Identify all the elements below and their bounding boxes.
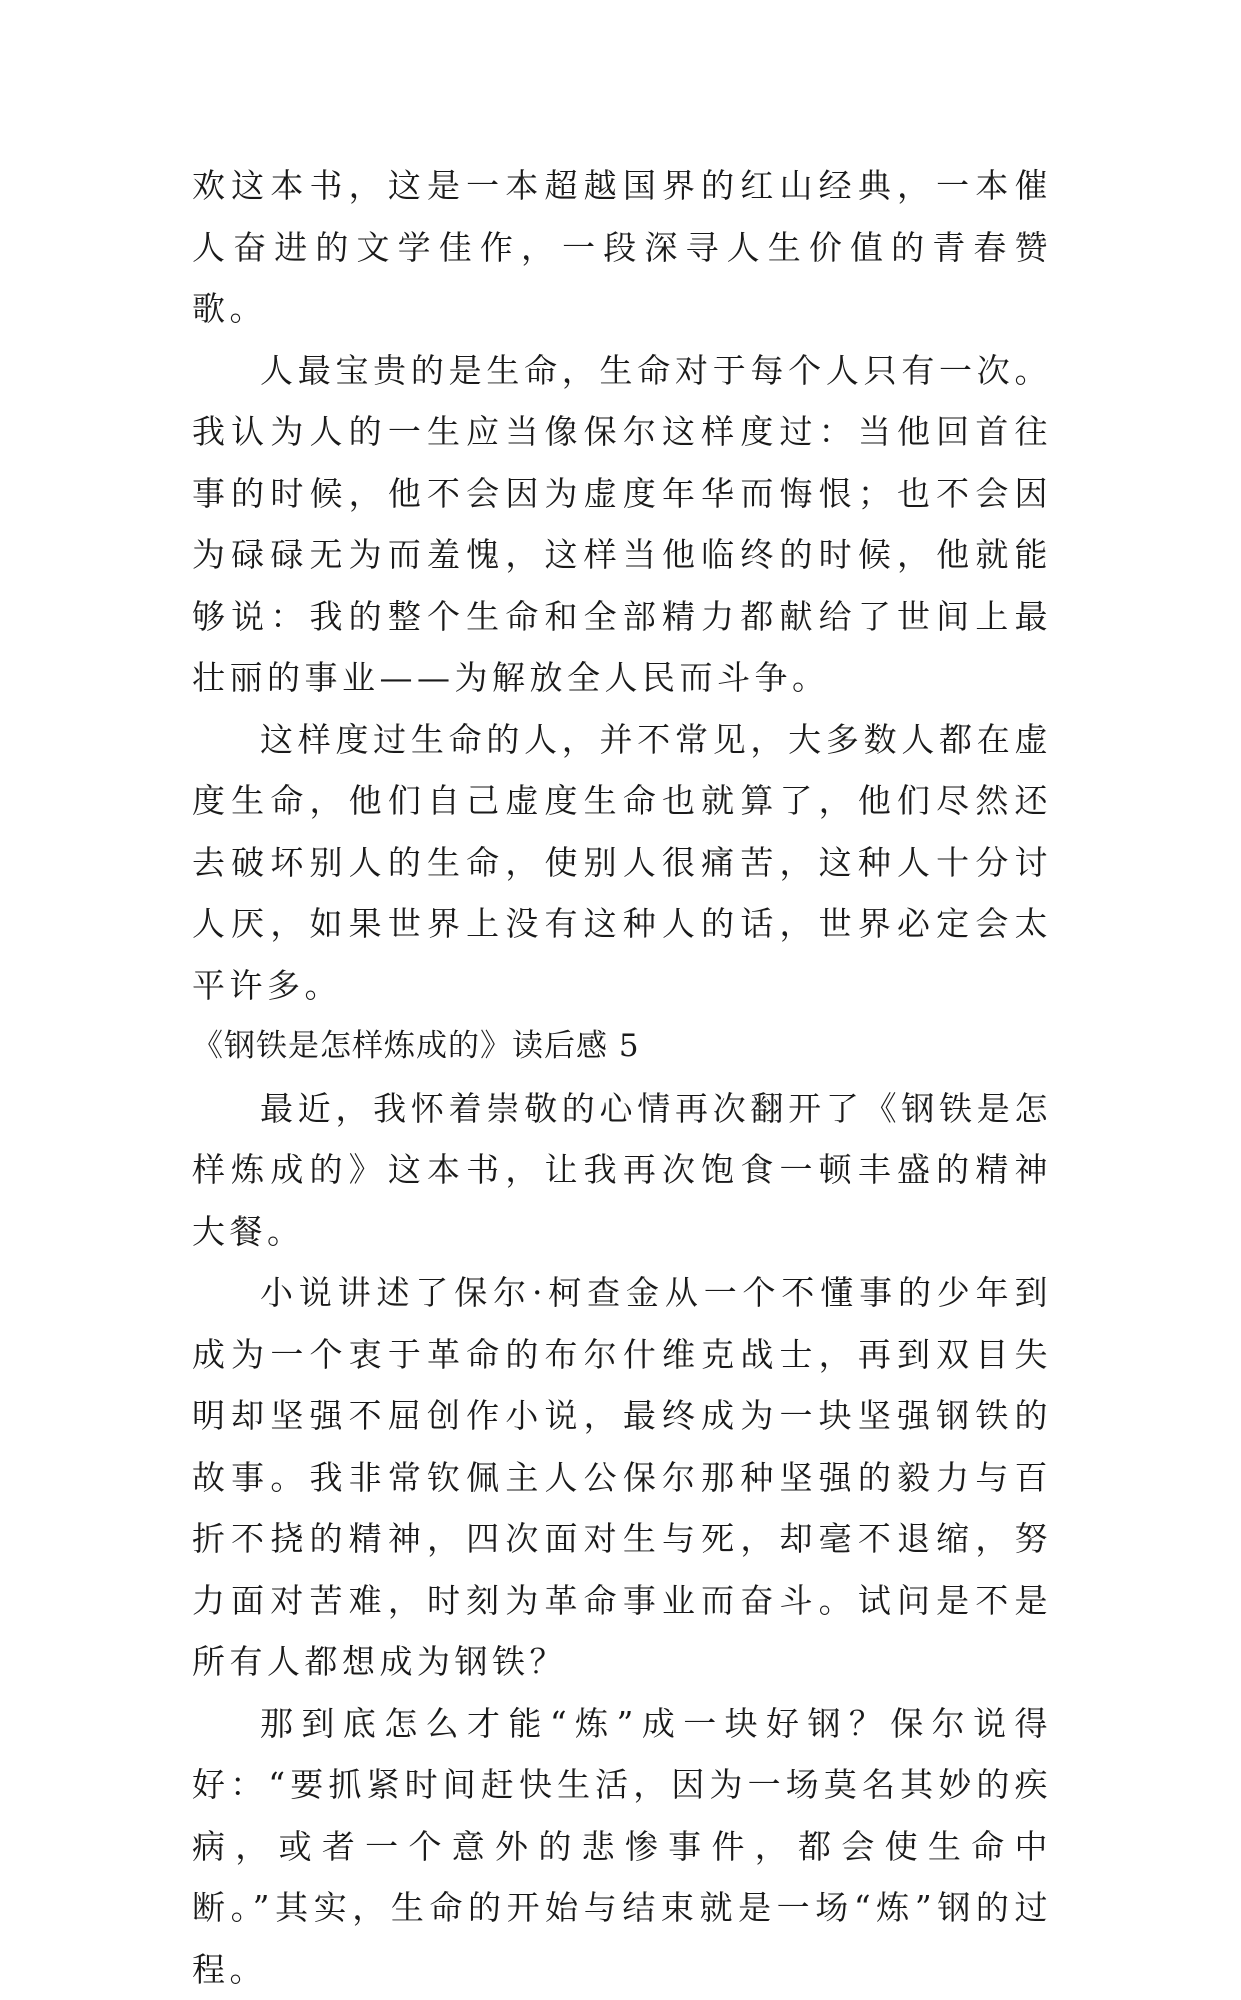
section-title: 《钢铁是怎样炼成的》读后感 5: [192, 1016, 1052, 1078]
paragraph-reread-book: 最近，我怀着崇敬的心情再次翻开了《钢铁是怎样炼成的》这本书，让我再次饱食一顿丰盛的精神大餐。: [192, 1078, 1052, 1263]
paragraph-life-precious: 人最宝贵的是生命，生命对于每个人只有一次。我认为人的一生应当像保尔这样度过：当他回首往事的时候，他不会因为虚度年华而悔恨；也不会因为碌碌无为而羞愧，这样当他临终的时候，他就能够说：我的整个生命和全部精力都献给了世间上最壮丽的事业——为解放全人民而斗争。: [192, 340, 1052, 709]
paragraph-story-summary: 小说讲述了保尔·柯查金从一个不懂事的少年到成为一个衷于革命的布尔什维克战士，再到双目失明却坚强不屈创作小说，最终成为一块坚强钢铁的故事。我非常钦佩主人公保尔那种坚强的毅力与百折不挠的精神，四次面对生与死，却毫不退缩，努力面对苦难，时刻为革命事业而奋斗。试问是不是所有人都想成为钢铁？: [192, 1262, 1052, 1693]
paragraph-wasted-life: 这样度过生命的人，并不常见，大多数人都在虚度生命，他们自己虚度生命也就算了，他们尽然还去破坏别人的生命，使别人很痛苦，这种人十分讨人厌，如果世界上没有这种人的话，世界必定会太平许多。: [192, 709, 1052, 1017]
document-body: [192, 155, 1052, 2000]
paragraph-intro-continuation: 欢这本书，这是一本超越国界的红山经典，一本催人奋进的文学佳作，一段深寻人生价值的青春赞歌。: [192, 155, 1052, 340]
paragraph-forging-steel: 那到底怎么才能“炼”成一块好钢？保尔说得好：“要抓紧时间赶快生活，因为一场莫名其妙的疾病，或者一个意外的悲惨事件，都会使生命中断。”其实，生命的开始与结束就是一场“炼”钢的过程。: [192, 1693, 1052, 2000]
